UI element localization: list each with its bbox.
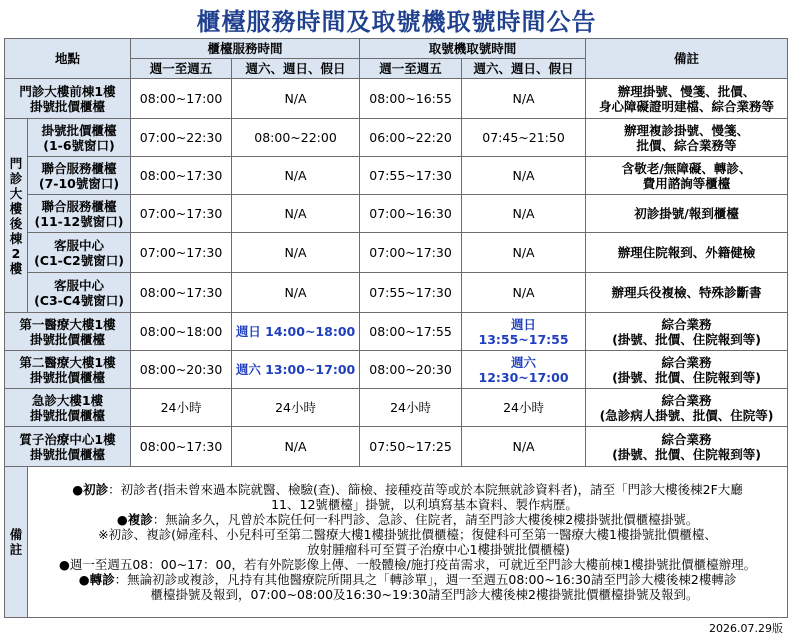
group-label-char: 門 <box>9 155 23 171</box>
note-referral-bullet: ●轉診 <box>78 572 115 587</box>
ticket-weekend-cell: 24小時 <box>462 389 586 427</box>
remark-cell <box>586 273 788 313</box>
remark-line: 辦理兵役複檢、特殊診斷書 <box>611 285 762 300</box>
notes-section <box>28 467 788 618</box>
service-weekend-cell: 週六 13:00~17:00 <box>232 351 360 389</box>
remark-cell <box>586 313 788 351</box>
ticket-weekday-cell: 07:55~17:30 <box>360 157 462 195</box>
ticket-weekday-cell: 07:00~17:30 <box>360 233 462 273</box>
note-first-visit-bullet: ●初診 <box>72 482 109 497</box>
service-weekend-cell: N/A <box>232 427 360 467</box>
remark-line: 辦理複診掛號、慢箋、 <box>624 122 750 138</box>
remark-line: 批價、綜合業務等 <box>636 137 737 153</box>
note-weekday: ●週一至週五08：00~17：00，若有外院影像上傳、一般體檢/施打疫苗需求，可就近至門診大樓前棟1樓掛號批價櫃檯辦理。 <box>58 557 757 572</box>
remark-line: 綜合業務 <box>661 431 712 447</box>
header-service-hours: 櫃檯服務時間 <box>131 39 360 59</box>
ticket-weekday-cell: 07:00~16:30 <box>360 195 462 233</box>
service-weekday-cell: 07:00~22:30 <box>131 119 232 157</box>
location-cell <box>5 351 131 389</box>
ticket-weekend-cell: N/A <box>462 233 586 273</box>
group-label-char: 診 <box>9 170 23 186</box>
ticket-weekday-cell: 07:55~17:30 <box>360 273 462 313</box>
service-weekday-cell: 24小時 <box>131 389 232 427</box>
table-row <box>5 195 788 233</box>
location-name: 門診大樓前棟1樓 <box>19 83 116 99</box>
note-revisit: ：無論多久，凡曾於本院任何一科門診、急診、住院者，請至門診大樓後棟2樓掛號批價櫃檯掛號。 <box>152 512 699 527</box>
remark-line: 初診掛號/報到櫃檯 <box>634 206 739 221</box>
service-weekday-cell: 07:00~17:30 <box>131 233 232 273</box>
group-label-char: 大 <box>9 185 23 201</box>
location-cell <box>28 119 131 157</box>
remark-cell <box>586 119 788 157</box>
remark-line: (掛號、批價、住院報到等) <box>612 446 762 462</box>
ticket-weekday-cell: 07:50~17:25 <box>360 427 462 467</box>
group-label-char: 樓 <box>9 200 23 216</box>
group-label-outpatient-rear-2f <box>5 119 28 313</box>
remark-cell <box>586 195 788 233</box>
header-remarks: 備註 <box>586 39 788 79</box>
note-referral-cont: 櫃檯掛號及報到，07:00~08:00及16:30~19:30請至門診大樓後棟2樓掛號批價櫃檯掛號及報到。 <box>150 587 699 602</box>
location-detail: 掛號批價櫃檯 <box>30 407 106 423</box>
service-weekday-cell: 08:00~17:30 <box>131 427 232 467</box>
table-row <box>5 79 788 119</box>
remark-line: (掛號、批價、住院報到等) <box>612 369 762 385</box>
location-name: 聯合服務櫃檯 <box>41 198 117 214</box>
location-detail: (C1-C2號窗口) <box>34 252 124 268</box>
header-service-weekday: 週一至週五 <box>131 59 232 79</box>
service-weekend-cell: 24小時 <box>232 389 360 427</box>
location-detail: 掛號批價櫃檯 <box>30 98 106 114</box>
location-name: 聯合服務櫃檯 <box>41 160 117 176</box>
location-detail: 掛號批價櫃檯 <box>30 369 106 385</box>
note-revisit-bullet: ●複診 <box>116 512 153 527</box>
service-weekend-cell: N/A <box>232 79 360 119</box>
remark-line: 辦理住院報到、外籍健檢 <box>617 245 756 260</box>
note-specialty-cont: 放射腫瘤科可至質子治療中心1樓掛號批價櫃檯) <box>307 542 570 557</box>
location-name: 客服中心 <box>54 277 105 293</box>
location-name: 掛號批價櫃檯 <box>41 122 117 138</box>
table-row <box>5 233 788 273</box>
location-detail: (7-10號窗口) <box>38 175 120 191</box>
ticket-weekend-cell: N/A <box>462 157 586 195</box>
group-label-char: 後 <box>9 215 23 231</box>
notes-label <box>5 467 28 618</box>
service-weekday-cell: 07:00~17:30 <box>131 195 232 233</box>
table-row <box>5 313 788 351</box>
location-cell <box>28 157 131 195</box>
header-location: 地點 <box>5 39 131 79</box>
table-row <box>5 157 788 195</box>
table-row <box>5 119 788 157</box>
location-name: 急診大樓1樓 <box>31 392 104 408</box>
remark-cell <box>586 427 788 467</box>
service-weekend-cell: N/A <box>232 273 360 313</box>
header-service-weekend: 週六、週日、假日 <box>232 59 360 79</box>
header-ticket-weekend: 週六、週日、假日 <box>462 59 586 79</box>
ticket-weekday-cell: 06:00~22:20 <box>360 119 462 157</box>
location-detail: (C3-C4號窗口) <box>34 292 124 308</box>
location-cell <box>28 195 131 233</box>
service-weekday-cell: 08:00~18:00 <box>131 313 232 351</box>
service-weekend-cell: N/A <box>232 195 360 233</box>
page-title: 櫃檯服務時間及取號機取號時間公告 <box>196 8 597 36</box>
ticket-weekend-cell: 週日 13:55~17:55 <box>462 313 586 351</box>
table-row <box>5 351 788 389</box>
remark-line: 辦理掛號、慢箋、批價、 <box>617 83 756 99</box>
location-cell <box>5 427 131 467</box>
location-name: 客服中心 <box>54 237 105 253</box>
service-weekend-cell: 08:00~22:00 <box>232 119 360 157</box>
notes-label-char: 註 <box>9 542 23 557</box>
remark-cell <box>586 389 788 427</box>
service-weekend-cell: N/A <box>232 157 360 195</box>
service-weekday-cell: 08:00~20:30 <box>131 351 232 389</box>
service-weekend-cell: N/A <box>232 233 360 273</box>
location-detail: 掛號批價櫃檯 <box>30 331 106 347</box>
location-detail: (11-12號窗口) <box>34 213 124 229</box>
service-weekday-cell: 08:00~17:30 <box>131 157 232 195</box>
ticket-weekend-cell: N/A <box>462 195 586 233</box>
note-referral: ：無論初診或複診，凡持有其他醫療院所開具之「轉診單」，週一至週五08:00~16:30請至門診大樓後棟2樓轉診 <box>114 572 737 587</box>
remark-cell <box>586 79 788 119</box>
remark-line: 綜合業務 <box>661 354 712 370</box>
version-label: 2026.07.29版 <box>709 622 783 635</box>
header-ticket-weekday: 週一至週五 <box>360 59 462 79</box>
ticket-weekday-cell: 24小時 <box>360 389 462 427</box>
table-row <box>5 389 788 427</box>
remark-line: (急診病人掛號、批價、住院等) <box>599 407 774 423</box>
remark-cell <box>586 157 788 195</box>
location-cell <box>5 79 131 119</box>
group-label-char: 2 <box>11 245 21 261</box>
remark-cell <box>586 351 788 389</box>
location-cell <box>5 313 131 351</box>
header-ticket-hours: 取號機取號時間 <box>360 39 586 59</box>
ticket-weekend-cell: 07:45~21:50 <box>462 119 586 157</box>
remark-line: 身心障礙證明建檔、綜合業務等 <box>599 98 775 114</box>
ticket-weekday-cell: 08:00~20:30 <box>360 351 462 389</box>
remark-line: (掛號、批價、住院報到等) <box>612 331 762 347</box>
ticket-weekend-cell: N/A <box>462 427 586 467</box>
group-label-char: 樓 <box>9 260 23 276</box>
notes-label-char: 備 <box>9 527 23 542</box>
service-weekday-cell: 08:00~17:30 <box>131 273 232 313</box>
remark-line: 綜合業務 <box>661 316 712 332</box>
remark-cell <box>586 233 788 273</box>
remark-line: 綜合業務 <box>661 392 712 408</box>
location-cell <box>28 233 131 273</box>
location-detail: (1-6號窗口) <box>43 137 115 153</box>
note-first-visit: ：初診者(指未曾來過本院就醫、檢驗(查)、篩檢、接種疫苗等或於本院無就診資料者)，請至「門診大樓後棟2F大廳 <box>108 482 743 497</box>
table-row <box>5 427 788 467</box>
note-specialty: ※初診、複診(婦產科、小兒科可至第二醫療大樓1樓掛號批價櫃檯；復健科可至第一醫療大樓1樓掛號批價櫃檯、 <box>98 527 717 542</box>
ticket-weekday-cell: 08:00~17:55 <box>360 313 462 351</box>
group-label-char: 棟 <box>9 230 23 246</box>
remark-line: 含敬老/無障礙、轉診、 <box>621 160 752 176</box>
remark-line: 費用諮詢等櫃檯 <box>642 175 731 191</box>
ticket-weekday-cell: 08:00~16:55 <box>360 79 462 119</box>
table-row <box>5 273 788 313</box>
service-weekday-cell: 08:00~17:00 <box>131 79 232 119</box>
location-name: 第一醫療大樓1樓 <box>19 316 116 332</box>
location-cell <box>5 389 131 427</box>
location-name: 第二醫療大樓1樓 <box>19 354 116 370</box>
location-cell <box>28 273 131 313</box>
ticket-weekend-cell: N/A <box>462 79 586 119</box>
location-name: 質子治療中心1樓 <box>19 431 116 447</box>
location-detail: 掛號批價櫃檯 <box>30 446 106 462</box>
service-weekend-cell: 週日 14:00~18:00 <box>232 313 360 351</box>
note-first-visit-cont: 11、12號櫃檯」掛號，以利填寫基本資料、製作病歷。 <box>271 497 578 512</box>
ticket-weekend-cell: N/A <box>462 273 586 313</box>
schedule-table <box>4 38 788 618</box>
ticket-weekend-cell: 週六 12:30~17:00 <box>462 351 586 389</box>
